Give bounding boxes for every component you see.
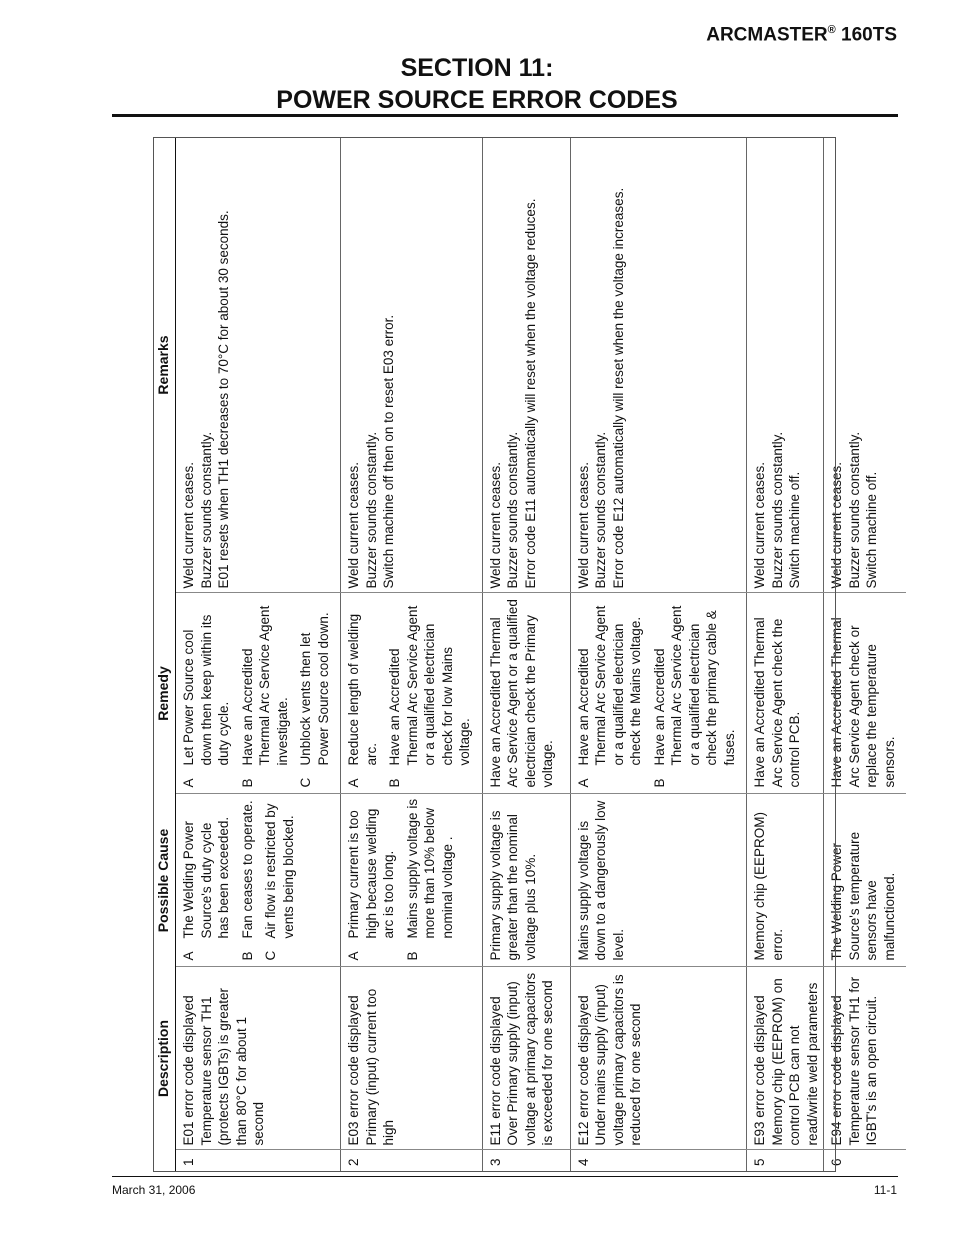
remedy xyxy=(570,593,747,794)
table-row xyxy=(176,137,341,1172)
remark-line: Weld current ceases. xyxy=(181,461,196,589)
row-description xyxy=(341,967,483,1150)
error-codes-table xyxy=(153,137,906,1172)
description-line: E94 error code displayed xyxy=(829,995,844,1146)
item-letter: B xyxy=(239,951,255,961)
row-number: 5 xyxy=(747,1150,824,1172)
row-remarks xyxy=(341,137,483,593)
header-possible-cause: Possible Cause xyxy=(153,794,176,967)
row-number: 1 xyxy=(176,1150,341,1172)
section-title: POWER SOURCE ERROR CODES xyxy=(276,86,678,114)
description-line: Temperature sensor TH1 (protects IGBTs) is greater than 80°C for about 1 second xyxy=(198,987,266,1146)
remark-line: Weld current ceases. xyxy=(575,461,591,589)
possible-cause xyxy=(341,794,483,967)
remark-line: Error code E12 automatically will reset when the voltage increases. xyxy=(610,187,626,589)
description-line: E93 error code displayed xyxy=(752,995,767,1146)
item-text: Primary current is too high because welding arc is too long. xyxy=(346,808,396,939)
remark-line: Weld current ceases. xyxy=(752,461,767,589)
remedy xyxy=(747,593,824,794)
item-text: Have an Accredited Thermal Arc Service Agent or a qualified electrician check for low Mains voltage. xyxy=(387,605,472,766)
header-remedy: Remedy xyxy=(153,593,176,794)
item-text: Mains supply voltage is down to a dangerously low level. xyxy=(575,800,626,961)
item-text: Unblock vents then let Power Source cool down. xyxy=(298,612,331,766)
remark-line: Buzzer sounds constantly. xyxy=(198,431,214,589)
row-number: 6 xyxy=(824,1150,907,1172)
item-letter: B xyxy=(404,951,420,961)
row-remarks xyxy=(176,137,341,593)
row-description xyxy=(824,967,907,1150)
remark-line: Buzzer sounds constantly. xyxy=(593,431,608,589)
description-line: Temperature sensor TH1 for IGBT's is an open circuit. xyxy=(846,976,879,1146)
possible-cause-item xyxy=(828,799,898,961)
table-row xyxy=(482,137,570,1172)
row-number: 2 xyxy=(341,1150,483,1172)
row-remarks xyxy=(482,137,570,593)
description-line: Over Primary supply (input) voltage at primary capacitors is exceeded for one second xyxy=(505,972,555,1146)
remark-line: Weld current ceases. xyxy=(487,461,503,589)
item-text: Mains supply voltage is more than 10% below nominal voltage . xyxy=(404,798,455,939)
possible-cause-item xyxy=(751,799,786,961)
description-line: E01 error code displayed xyxy=(181,995,196,1146)
remark-line: Buzzer sounds constantly. xyxy=(363,431,379,589)
remedy-item xyxy=(386,598,474,788)
section-number: SECTION 11: xyxy=(400,54,554,82)
remark-line: Buzzer sounds constantly. xyxy=(505,431,520,589)
item-text: Air flow is restricted by vents being blocked. xyxy=(263,803,296,939)
item-letter: B xyxy=(651,778,667,788)
row-description xyxy=(570,967,747,1150)
possible-cause-item xyxy=(180,799,233,961)
brand-header xyxy=(706,24,897,46)
remedy-item xyxy=(751,598,804,788)
row-remarks xyxy=(824,137,907,593)
possible-cause-item xyxy=(345,799,398,961)
remedy-item xyxy=(239,598,292,788)
item-text: The Welding Power Source's temperature sensors have malfunctioned. xyxy=(829,831,897,961)
description-line: Primary (input) current too high xyxy=(363,988,396,1146)
remedy-item xyxy=(180,598,233,788)
item-letter: B xyxy=(239,778,255,788)
table-row xyxy=(747,137,824,1172)
model-name: 160TS xyxy=(835,24,897,46)
item-text: Have an Accredited Thermal Arc Service Agent or a qualified electrician check the Mains voltage. xyxy=(575,605,643,766)
possible-cause-item xyxy=(575,799,628,961)
remedy xyxy=(176,593,341,794)
item-text: Fan ceases to operate. xyxy=(239,800,255,939)
item-text: Have an Accredited Thermal Arc Service Agent check the control PCB. xyxy=(752,617,802,788)
remedy-item xyxy=(297,598,332,788)
item-letter: B xyxy=(387,778,402,788)
brand-name: ARCMASTER xyxy=(706,24,828,46)
remark-line: Buzzer sounds constantly. xyxy=(846,431,862,589)
remark-line: Switch machine off. xyxy=(864,471,879,589)
possible-cause xyxy=(482,794,570,967)
header-num xyxy=(153,1150,176,1172)
table-row xyxy=(341,137,483,1172)
item-text: Have an Accredited Thermal Arc Service Agent or a qualified electrician check the Primary voltage. xyxy=(487,599,555,788)
item-text: Have an Accredited Thermal Arc Service Agent check or replace the temperature sensors. xyxy=(829,617,897,788)
possible-cause-item xyxy=(404,799,457,961)
remedy-item xyxy=(651,598,739,788)
page-title xyxy=(0,52,954,116)
header-description: Description xyxy=(153,967,176,1150)
description-line: E03 error code displayed xyxy=(346,995,361,1146)
possible-cause-item xyxy=(239,799,257,961)
possible-cause-item xyxy=(262,799,297,961)
possible-cause xyxy=(824,794,907,967)
item-letter: A xyxy=(181,778,196,788)
remedy-item xyxy=(828,598,898,788)
table-header-row xyxy=(153,137,176,1172)
item-letter: A xyxy=(181,951,196,961)
table-row xyxy=(570,137,747,1172)
remark-line: Error code E11 automatically will reset when the voltage reduces. xyxy=(522,198,538,589)
footer-page-number: 11-1 xyxy=(873,1183,897,1197)
remedy-item xyxy=(575,598,645,788)
remark-line: Switch machine off then on to reset E03 error. xyxy=(381,314,396,589)
remedy xyxy=(824,593,907,794)
row-remarks xyxy=(570,137,747,593)
remedy-item xyxy=(345,598,380,788)
description-line: E11 error code displayed xyxy=(487,996,503,1146)
item-text: Reduce length of welding arc. xyxy=(346,613,379,766)
remark-line: Weld current ceases. xyxy=(346,461,361,589)
item-letter: C xyxy=(263,950,278,961)
title-rule xyxy=(112,114,898,117)
possible-cause xyxy=(570,794,747,967)
possible-cause xyxy=(747,794,824,967)
description-line: Memory chip (EEPROM) on control PCB can not read/write weld parameters xyxy=(769,978,820,1146)
row-description xyxy=(482,967,570,1150)
item-text: Memory chip (EEPROM) error. xyxy=(752,811,785,961)
registered-mark: ® xyxy=(827,24,836,36)
item-letter: C xyxy=(298,777,313,788)
header-remarks: Remarks xyxy=(153,137,176,593)
rotated-table-container xyxy=(153,137,897,1172)
remark-line: Switch machine off. xyxy=(787,471,802,589)
item-letter: A xyxy=(346,778,361,788)
item-text: The Welding Power Source's duty cycle has been exceeded. xyxy=(181,816,231,939)
description-line: E12 error code displayed xyxy=(575,995,591,1146)
possible-cause xyxy=(176,794,341,967)
row-remarks xyxy=(747,137,824,593)
row-description xyxy=(176,967,341,1150)
footer-date: March 31, 2006 xyxy=(112,1183,196,1197)
row-number: 4 xyxy=(570,1150,747,1172)
row-number: 3 xyxy=(482,1150,570,1172)
remedy xyxy=(482,593,570,794)
item-letter: A xyxy=(346,951,361,961)
table-body xyxy=(176,137,907,1172)
footer-rule xyxy=(112,1176,898,1177)
item-text: Let Power Source cool down then keep within its duty cycle. xyxy=(181,614,231,766)
possible-cause-item xyxy=(487,799,540,961)
remedy-item xyxy=(487,598,557,788)
remark-line: Weld current ceases. xyxy=(829,461,844,589)
row-description xyxy=(747,967,824,1150)
remark-line: E01 resets when TH1 decreases to 70°C for about 30 seconds. xyxy=(216,210,231,589)
remark-line: Buzzer sounds constantly. xyxy=(769,431,785,589)
item-text: Primary supply voltage is greater than the nominal voltage plus 10%. xyxy=(487,810,538,961)
item-text: Have an Accredited Thermal Arc Service Agent investigate. xyxy=(239,605,290,766)
remedy xyxy=(341,593,483,794)
description-line: Under mains supply (input) voltage primary capacitors is reduced for one second xyxy=(593,974,643,1146)
table-row xyxy=(824,137,907,1172)
item-letter: A xyxy=(575,778,591,788)
item-text: Have an Accredited Thermal Arc Service Agent or a qualified electrician check the primary cable & fuses. xyxy=(651,605,737,766)
